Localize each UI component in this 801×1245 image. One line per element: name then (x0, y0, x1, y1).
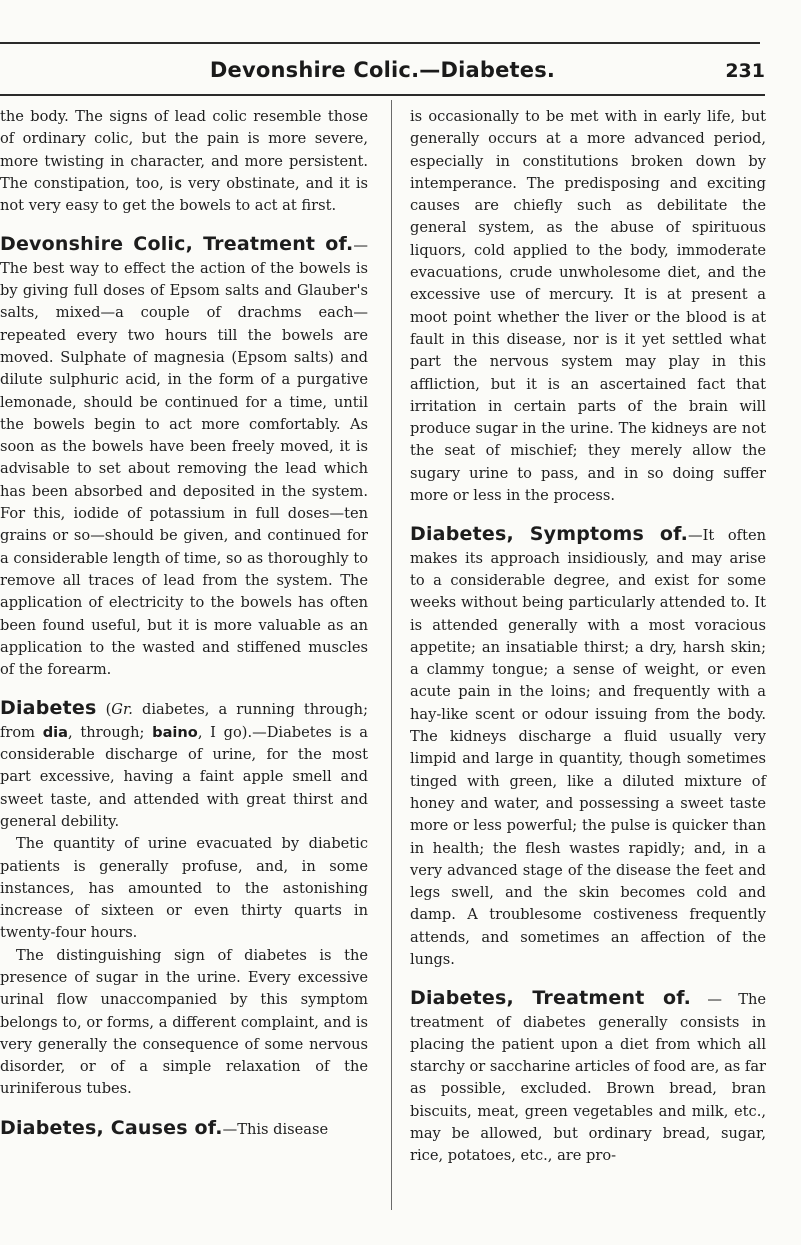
left-column (0, 106, 368, 1141)
etymology-text: , I go). (197, 723, 253, 741)
page-number: 231 (725, 60, 765, 82)
column-divider (391, 100, 392, 1210)
etymology-text: diabetes, a running through; from (0, 701, 368, 741)
entry-text: — The treatment of diabetes generally consists in placing the patient upon a diet from which all starchy or saccharine articles of food are, as far as possible, excluded. Brown bread, bran biscuits, meat, green vegetables and milk, etc., may be allowed, but ordinary bread, sugar, rice, potatoes, etc., are pro- (410, 991, 766, 1165)
etymology-greek: Gr. (111, 701, 133, 719)
paragraph-causes-continued: is occasionally to be met with in early life, but generally occurs at a more advanced period, especially in constitutions broken down by intemperance. The predisposing and exciting causes are chiefly such as debilitate the general system, as the abuse of spirituous liquors, cold applied to the body, immoderate evacuations, crude unwholesome diet, and the excessive use of mercury. It is at present a moot point whether the liver or the blood is at fault in this disease, nor is it yet settled what part the nervous system may play in this affliction, but it is an ascertained fact that irritation in certain parts of the brain will produce sugar in the urine. The kidneys are not the seat of mischief; they merely allow the sugary urine to pass, and in so doing suffer more or less in the process. (410, 108, 766, 505)
entry-diabetes-treatment (410, 987, 766, 1167)
page-header (0, 52, 765, 92)
entry-text: —This disease (222, 1120, 329, 1138)
entry-heading: Diabetes, Symptoms of. (410, 523, 688, 546)
paragraph-lead-colic-signs: the body. The signs of lead colic resemble those of ordinary colic, but the pain is more severe, more twisting in character, and more persistent. The constipation, too, is very obstinate, and it is not very easy to get the bowels to act at first. (0, 108, 368, 215)
entry-text: —The best way to effect the action of the bowels is by giving full doses of Epsom salts and Glauber's salts, mixed—a couple of drachms each—repeated every two hours till the bowels are moved. Sulphate of magnesia (Epsom salts) and dilute sulphuric acid, in the form of a purgative lemonade, should be continued for a time, until the bowels begin to act more comfortably. As soon as the bowels have been freely moved, it is advisable to set about removing the lead which has been absorbed and deposited in the system. For this, iodide of potassium in full doses—ten grains or so—should be given, and continued for a considerable length of time, so as thoroughly to remove all traces of lead from the system. The application of electricity to the bowels has often been found useful, but it is more valuable as an application to the wasted and stiffened muscles of the forearm. (0, 237, 368, 679)
entry-heading: Diabetes, Treatment of. (410, 987, 692, 1010)
right-column (410, 106, 766, 1168)
entry-heading: Diabetes, Causes of. (0, 1116, 223, 1139)
header-rule (0, 94, 765, 96)
top-rule (0, 42, 760, 44)
entry-heading: Devonshire Colic, Treatment of. (0, 233, 354, 256)
running-head: Devonshire Colic.—Diabetes. (209, 58, 556, 82)
entry-devonshire-colic-treatment (0, 233, 368, 681)
etymology-dia: dia (42, 723, 68, 741)
etymology-open: ( (105, 701, 112, 719)
entry-heading: Diabetes (0, 697, 97, 720)
etymology-text: , through; (68, 723, 153, 741)
entry-diabetes-causes (0, 1117, 368, 1141)
paragraph-distinguishing-sign: The distinguishing sign of diabetes is the presence of sugar in the urine. Every excessive urinal flow unaccompanied by this symptom belongs to, or forms, a different complaint, and is very generally the consequence of some nervous disorder, or of a simple relaxation of the uriniferous tubes. (0, 946, 368, 1098)
entry-text: —Diabetes is a considerable discharge of urine, for the most part excessive, having a faint apple smell and sweet taste, and attended with great thirst and general debility. (0, 723, 368, 830)
paragraph-urine-quantity: The quantity of urine evacuated by diabetic patients is generally profuse, and, in some instances, has amounted to the astonishing increase of sixteen or even thirty quarts in twenty-four hours. (0, 835, 368, 942)
entry-diabetes (0, 697, 368, 833)
etymology-baino: baino (152, 723, 198, 741)
entry-diabetes-symptoms (410, 523, 766, 971)
entry-text: —It often makes its approach insidiously, and may arise to a considerable degree, and exist for some weeks without being particularly attended to. It is attended generally with a most voracious appetite; an insatiable thirst; a dry, harsh skin; a clammy tongue; a sense of weight, or even acute pain in the loins; and frequently with a hay-like scent or odour issuing from the body. The kidneys discharge a fluid usually very limpid and large in quantity, though sometimes tinged with green, like a diluted mixture of honey and water, and possessing a sweet taste more or less powerful; the pulse is quicker than in health; the flesh wastes rapidly; and, in a very advanced stage of the disease the feet and legs swell, and the skin becomes cold and damp. A troublesome costiveness frequently attends, and sometimes an affection of the lungs. (410, 527, 766, 968)
